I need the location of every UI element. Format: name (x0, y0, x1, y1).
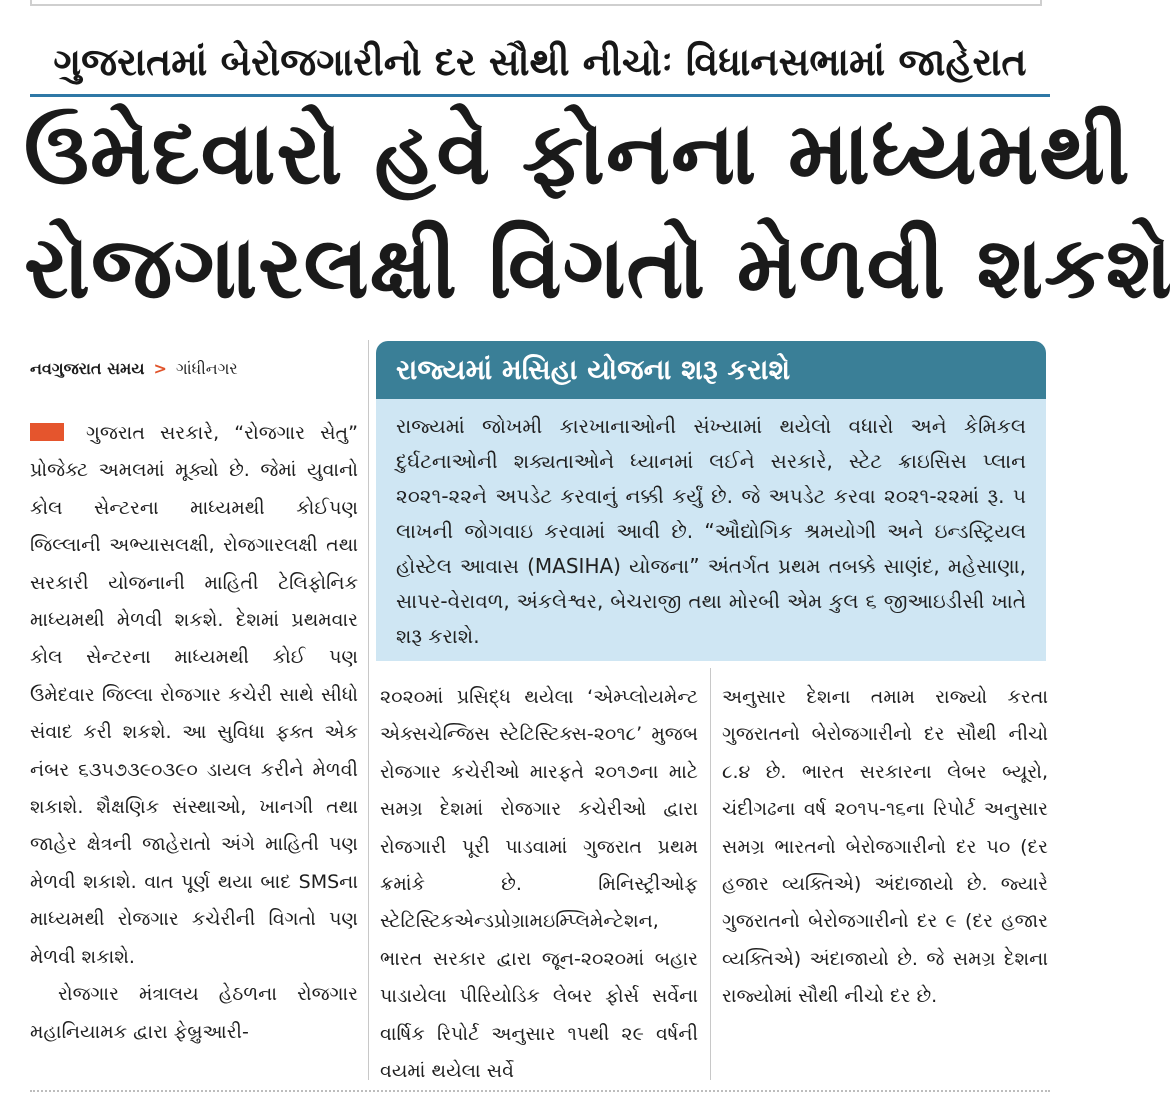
dateline (30, 356, 238, 382)
sidebar-box (376, 399, 1046, 661)
sidebar-box-title: રાજ્યમાં મસિહા યોજના શરૂ કરાશે (396, 353, 791, 386)
column-divider (368, 340, 369, 1080)
dateline-place: ગાંધીનગર (176, 359, 238, 378)
kicker-rule (30, 94, 1050, 97)
main-headline-line-2: રોજગારલક્ષી વિગતો મેળવી શકશે (24, 218, 1173, 318)
page-bottom-rule (30, 1090, 1050, 1092)
article-column-2 (380, 679, 698, 1090)
article-paragraph: અનુસાર દેશના તમામ રાજ્યો કરતા ગુજરાતનો બેરોજગારીનો દર સૌથી નીચો ૮.૪ છે. ભારત સરકારના લેબર બ્યૂરો, ચંદીગઢના વર્ષ ૨૦૧૫-૧૬ના રિપોર્ટ અનુસાર સમગ્ર ભારતનો બેરોજગારીનો દર ૫૦ (દર હજાર વ્યક્તિએ) અંદાજાયો છે. જ્યારે ગુજરાતનો બેરોજગારીનો દર ૯ (દર હજાર વ્યક્તિએ) અંદાજાયો છે. જે સમગ્ર દેશના રાજ્યોમાં સૌથી નીચો દર છે. (722, 686, 1048, 1008)
article-lead-text: ગુજરાત સરકારે, “રોજગાર સેતુ” પ્રોજેક્ટ અમલમાં મૂક્યો છે. જેમાં યુવાનો કોલ સેન્ટરના માધ્યમથી કોઈપણ જિલ્લાની અભ્યાસલક્ષી, રોજગારલક્ષી તથા સરકારી યોજનાની માહિતી ટેલિફોનિક માધ્યમથી મેળવી શકશે. દેશમાં પ્રથમવાર કોલ સેન્ટરના માધ્યમથી કોઈ પણ ઉમેદવાર જિલ્લા રોજગાર કચેરી સાથે સીધો સંવાદ કરી શકશે. આ સુવિધા ફક્ત એક નંબર ૬૩૫૭૩૯૦૩૯૦ ડાયલ કરીને મેળવી શકાશે. શૈક્ષણિક સંસ્થાઓ, ખાનગી તથા જાહેર ક્ષેત્રની જાહેરાતો અંગે માહિતી પણ મેળવી શકાશે. વાત પૂર્ણ થયા બાદ SMSના માધ્યમથી રોજગાર કચેરીની વિગતો પણ મેળવી શકાશે. (30, 422, 358, 968)
kicker-headline: ગુજરાતમાં બેરોજગારીનો દર સૌથી નીચોઃ વિધાનસભામાં જાહેરાત (53, 40, 1027, 84)
article-paragraph: ૨૦૨૦માં પ્રસિદ્ધ થયેલા ‘એમ્પ્લોયમેન્ટ એક્સચેન્જિસ સ્ટેટિસ્ટિક્સ-૨૦૧૮’ મુજબ રોજગાર કચેરીઓ મારફતે ૨૦૧૭ના માટે સમગ્ર દેશમાં રોજગાર કચેરીઓ દ્વારા રોજગારી પૂરી પાડવામાં ગુજરાત પ્રથમ ક્રમાંકે છે. મિનિસ્ટ્રીઓફ સ્ટેટિસ્ટિકએન્ડપ્રોગ્રામઇમ્પ્લિમેન્ટેશન, ભારત સરકાર દ્વારા જૂન-૨૦૨૦માં બહાર પાડાયેલા પીરિયોડિક લેબર ફોર્સ સર્વેના વાર્ષિક રિપોર્ટ અનુસાર ૧૫થી ૨૯ વર્ષની વયમાં થયેલા સર્વે (380, 686, 698, 1083)
article-column-1 (30, 415, 358, 1051)
article-paragraph (30, 415, 358, 976)
dateline-arrow: > (153, 359, 167, 378)
article-column-3 (722, 679, 1048, 1016)
article-paragraph: રોજગાર મંત્રાલય હેઠળના રોજગાર મહાનિયામક દ્વારા ફેબ્રુઆરી- (30, 983, 358, 1043)
page-top-border (30, 0, 1042, 6)
sidebar-box-header (376, 341, 1046, 399)
sidebar-box-body: રાજ્યમાં જોખમી કારખાનાઓની સંખ્યામાં થયેલો વધારો અને કેમિકલ દુર્ઘટનાઓની શક્યતાઓને ધ્યાનમાં લઈને સરકારે, સ્ટેટ ક્રાઇસિસ પ્લાન ૨૦૨૧-૨૨ને અપડેટ કરવાનું નક્કી કર્યું છે. જે અપડેટ કરવા ૨૦૨૧-૨૨માં રૂ. ૫ લાખની જોગવાઇ કરવામાં આવી છે. “ઔદ્યોગિક શ્રમયોગી અને ઇન્ડસ્ટ્રિયલ હોસ્ટેલ આવાસ (MASIHA) યોજના” અંતર્ગત પ્રથમ તબક્કે સાણંદ, મહેસાણા, સાપર-વેરાવળ, અંકલેશ્વર, બેચરાજી તથા મોરબી એમ કુલ ૬ જીઆઇડીસી ખાતે શરૂ કરાશે. (396, 414, 1026, 648)
lead-marker (30, 423, 64, 441)
newspaper-name: નવગુજરાત સમય (30, 359, 145, 378)
main-headline-line-1: ઉમેદવારો હવે ફોનના માધ્યમથી (24, 104, 1131, 204)
column-divider (710, 668, 711, 1080)
